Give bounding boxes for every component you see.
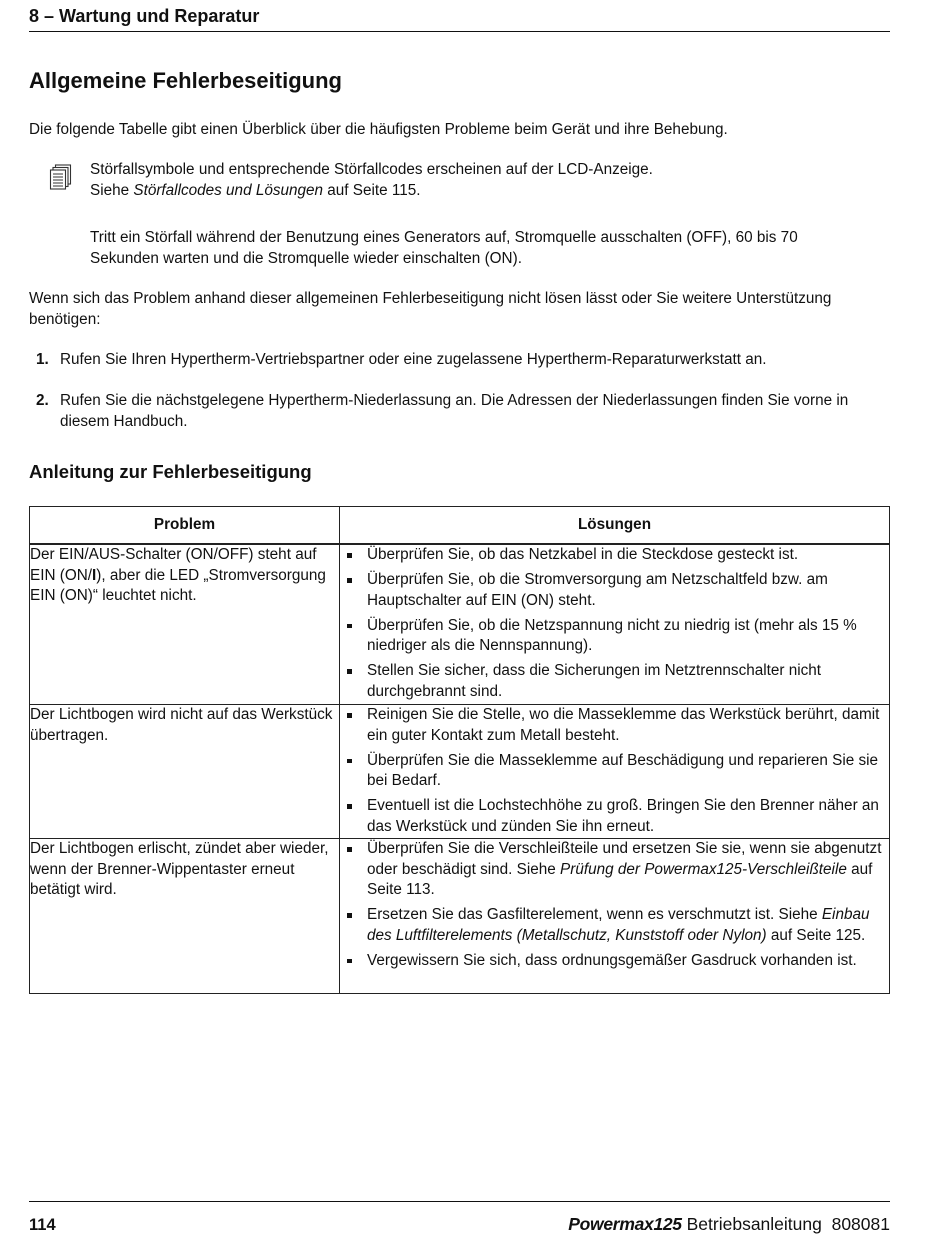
solutions-cell bbox=[340, 839, 890, 994]
product-brand: Powermax125 bbox=[568, 1214, 682, 1234]
note-line-1: Störfallsymbole und entsprechende Störfallcodes erscheinen auf der LCD-Anzeige. bbox=[90, 161, 653, 178]
solution-item: Überprüfen Sie, ob die Stromversorgung am Netzschaltfeld bzw. am Hauptschalter auf EIN (ON) steht. bbox=[340, 570, 889, 611]
note-line-2: Siehe Störfallcodes und Lösungen auf Seite 115. bbox=[90, 181, 421, 199]
solution-item: Stellen Sie sicher, dass die Sicherungen im Netztrennschalter nicht durchgebrannt sind. bbox=[340, 661, 889, 702]
bullet-icon bbox=[347, 804, 352, 809]
problem-cell: Der EIN/AUS-Schalter (ON/OFF) steht auf EIN (ON/I), aber die LED „Stromversorgung EIN (ON)“ leuchtet nicht. bbox=[30, 544, 340, 705]
note-generator-text: Tritt ein Störfall während der Benutzung eines Generators auf, Stromquelle ausschalten (OFF), 60 bis 70 Sekunden warten und die Stromquelle wieder einschalten (ON). bbox=[90, 229, 798, 267]
page-title: Allgemeine Fehlerbeseitigung bbox=[29, 68, 342, 93]
solution-item: Eventuell ist die Lochstechhöhe zu groß. Bringen Sie den Brenner näher an das Werkstück und zünden Sie ihn erneut. bbox=[340, 796, 889, 837]
intro-paragraph: Die folgende Tabelle gibt einen Überblick über die häufigsten Probleme beim Gerät und ihre Behebung. bbox=[29, 121, 728, 138]
bullet-icon bbox=[347, 578, 352, 583]
table-row bbox=[30, 839, 890, 994]
section-title: Anleitung zur Fehlerbeseitigung bbox=[29, 461, 312, 482]
problem-cell: Der Lichtbogen wird nicht auf das Werkstück übertragen. bbox=[30, 705, 340, 839]
reference-link[interactable]: Prüfung der Powermax125-Verschleißteile bbox=[560, 860, 847, 878]
solution-item: Überprüfen Sie, ob die Netzspannung nicht zu niedrig ist (mehr als 15 % niedriger als die Nennspannung). bbox=[340, 616, 889, 657]
troubleshooting-table bbox=[29, 506, 890, 994]
document-note-icon bbox=[49, 164, 75, 194]
problem-cell: Der Lichtbogen erlischt, zündet aber wieder, wenn der Brenner-Wippentaster erneut betätigt wird. bbox=[30, 839, 340, 994]
step-number: 2. bbox=[36, 392, 49, 409]
help-intro-paragraph: Wenn sich das Problem anhand dieser allgemeinen Fehlerbeseitigung nicht lösen lässt oder Sie weitere Unterstützung benötigen: bbox=[29, 290, 832, 328]
footer-document-info bbox=[568, 1214, 890, 1235]
solutions-cell bbox=[340, 705, 890, 839]
note-text bbox=[90, 160, 880, 201]
bullet-icon bbox=[347, 624, 352, 629]
bullet-icon bbox=[347, 553, 352, 558]
document-type: Betriebsanleitung bbox=[686, 1214, 822, 1234]
bullet-icon bbox=[347, 713, 352, 718]
solution-item: Reinigen Sie die Stelle, wo die Masseklemme das Werkstück berührt, damit ein guter Kontakt zum Metall besteht. bbox=[340, 705, 889, 746]
bullet-icon bbox=[347, 759, 352, 764]
solution-item: Überprüfen Sie die Verschleißteile und ersetzen Sie sie, wenn sie abgenutzt oder beschädigt sind. Siehe Prüfung der Powermax125-Verschleißteile auf Seite 113. bbox=[340, 839, 889, 901]
running-header: 8 – Wartung und Reparatur bbox=[29, 4, 890, 32]
column-header-problem: Problem bbox=[30, 507, 340, 545]
column-header-solutions: Lösungen bbox=[340, 507, 890, 545]
table-row bbox=[30, 544, 890, 705]
step-number: 1. bbox=[36, 351, 49, 368]
solution-item: Ersetzen Sie das Gasfilterelement, wenn es verschmutzt ist. Siehe Einbau des Luftfilterelements (Metallschutz, Kunststoff oder Nylon) auf Seite 125. bbox=[340, 905, 889, 946]
page-number: 114 bbox=[29, 1216, 56, 1234]
bullet-icon bbox=[347, 913, 352, 918]
solutions-cell bbox=[340, 544, 890, 705]
footer-rule bbox=[29, 1201, 890, 1202]
step-text: Rufen Sie Ihren Hypertherm-Vertriebspartner oder eine zugelassene Hypertherm-Reparaturwerkstatt an. bbox=[60, 351, 767, 368]
solution-item: Überprüfen Sie die Masseklemme auf Beschädigung und reparieren Sie sie bei Bedarf. bbox=[340, 751, 889, 792]
reference-link[interactable]: Einbau des Luftfilterelements (Metallschutz, Kunststoff oder Nylon) bbox=[367, 906, 870, 944]
solution-item: Überprüfen Sie, ob das Netzkabel in die Steckdose gesteckt ist. bbox=[340, 545, 889, 566]
bullet-icon bbox=[347, 847, 352, 852]
document-number: 808081 bbox=[831, 1214, 890, 1234]
bullet-icon bbox=[347, 959, 352, 964]
note-reference-link[interactable]: Störfallcodes und Lösungen bbox=[133, 181, 324, 199]
solution-item: Vergewissern Sie sich, dass ordnungsgemäßer Gasdruck vorhanden ist. bbox=[340, 951, 889, 972]
bullet-icon bbox=[347, 669, 352, 674]
table-row bbox=[30, 705, 890, 839]
table-header-row bbox=[30, 507, 890, 545]
step-text: Rufen Sie die nächstgelegene Hypertherm-Niederlassung an. Die Adressen der Niederlassungen finden Sie vorne in diesem Handbuch. bbox=[60, 392, 849, 430]
